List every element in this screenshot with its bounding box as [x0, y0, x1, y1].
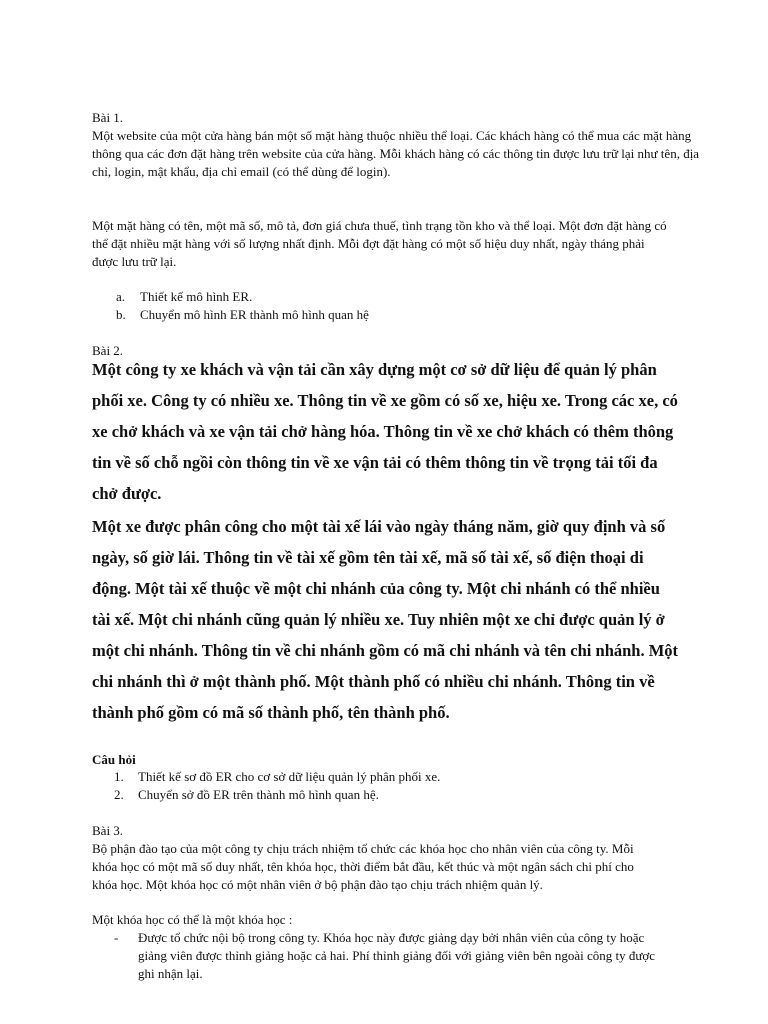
bai2-question-list	[114, 768, 440, 804]
bai2-question-title: Câu hỏi	[92, 752, 136, 767]
list-marker: a.	[116, 289, 126, 304]
list-marker: 2.	[114, 787, 124, 802]
bai1-paragraph-2: Một mặt hàng có tên, một mã số, mô tả, đơn giá chưa thuế, tình trạng tồn kho và thể loại. Một đơn đặt hàng có thể đặt nhiều mặt hàng với số lượng nhất định. Mỗi đợt đặt hàng có một số hiệu duy nhất, ngày tháng phải được lưu trữ lại.	[92, 218, 667, 269]
list-item	[114, 768, 440, 786]
bai3-title: Bài 3.	[92, 823, 124, 838]
bai3-paragraph-1: Bộ phận đào tạo của một công ty chịu trách nhiệm tổ chức các khóa học cho nhân viên của công ty. Mỗi khóa học có một mã số duy nhất, tên khóa học, thời điểm bắt đầu, kết thúc và một ngân sách chi phí cho khóa học. Một khóa học có một nhân viên ở bộ phận đào tạo chịu trách nhiệm quản lý.	[92, 841, 634, 892]
list-marker: -	[114, 930, 119, 945]
list-item	[116, 288, 369, 306]
list-item-text: Thiết kế mô hình ER.	[140, 289, 253, 304]
bai2-paragraph-1: Một công ty xe khách và vận tải cần xây dựng một cơ sở dữ liệu để quản lý phân phối xe. Công ty có nhiều xe. Thông tin về xe gồm có số xe, hiệu xe. Trong các xe, có xe chở khách và xe vận tải chở hàng hóa. Thông tin về xe chở khách có thêm thông tin về số chỗ ngồi còn thông tin về xe vận tải có thêm thông tin về trọng tải tối đa chở được.	[92, 360, 678, 503]
list-item-text: Được tổ chức nội bộ trong công ty. Khóa học này được giảng dạy bởi nhân viên của công ty hoặc giảng viên được thỉnh giảng hoặc cả hai. Phí thỉnh giảng đối với giảng viên bên ngoài công ty được ghi nhận lại.	[138, 930, 656, 981]
list-item	[116, 306, 369, 324]
list-item	[114, 929, 658, 983]
list-marker: 1.	[114, 769, 124, 784]
bai2-paragraph-2: Một xe được phân công cho một tài xế lái vào ngày tháng năm, giờ quy định và số ngày, số giờ lái. Thông tin về tài xế gồm tên tài xế, mã số tài xế, số điện thoại di động. Một tài xế thuộc về một chi nhánh của công ty. Một chi nhánh có thể nhiều tài xế. Một chi nhánh cũng quản lý nhiều xe. Tuy nhiên một xe chỉ được quản lý ở một chi nhánh. Thông tin về chi nhánh gồm có mã chi nhánh và tên chi nhánh. Một chi nhánh thì ở một thành phố. Một thành phố có nhiều chi nhánh. Thông tin về thành phố gồm có mã số thành phố, tên thành phố.	[92, 517, 679, 722]
bai2-title: Bài 2.	[92, 343, 124, 358]
bai3-paragraph-2: Một khóa học có thể là một khóa học :	[92, 912, 293, 927]
list-item-text: Chuyển mô hình ER thành mô hình quan hệ	[140, 307, 369, 322]
list-item	[114, 786, 440, 804]
list-marker: b.	[116, 307, 126, 322]
list-item-text: Thiết kế sơ đồ ER cho cơ sở dữ liệu quản lý phân phối xe.	[138, 769, 441, 784]
bai1-paragraph-1: Một website của một cửa hàng bán một số mặt hàng thuộc nhiều thể loại. Các khách hàng có thể mua các mặt hàng thông qua các đơn đặt hàng trên website của cửa hàng. Mỗi khách hàng có các thông tin được lưu trữ lại như tên, địa chỉ, login, mật khẩu, địa chỉ email (có thể dùng để login).	[92, 128, 700, 179]
list-item-text: Chuyển sở đồ ER trên thành mô hình quan hệ.	[138, 787, 379, 802]
bai3-option-list	[114, 929, 658, 983]
bai1-title: Bài 1.	[92, 110, 124, 125]
bai1-task-list	[116, 288, 369, 324]
